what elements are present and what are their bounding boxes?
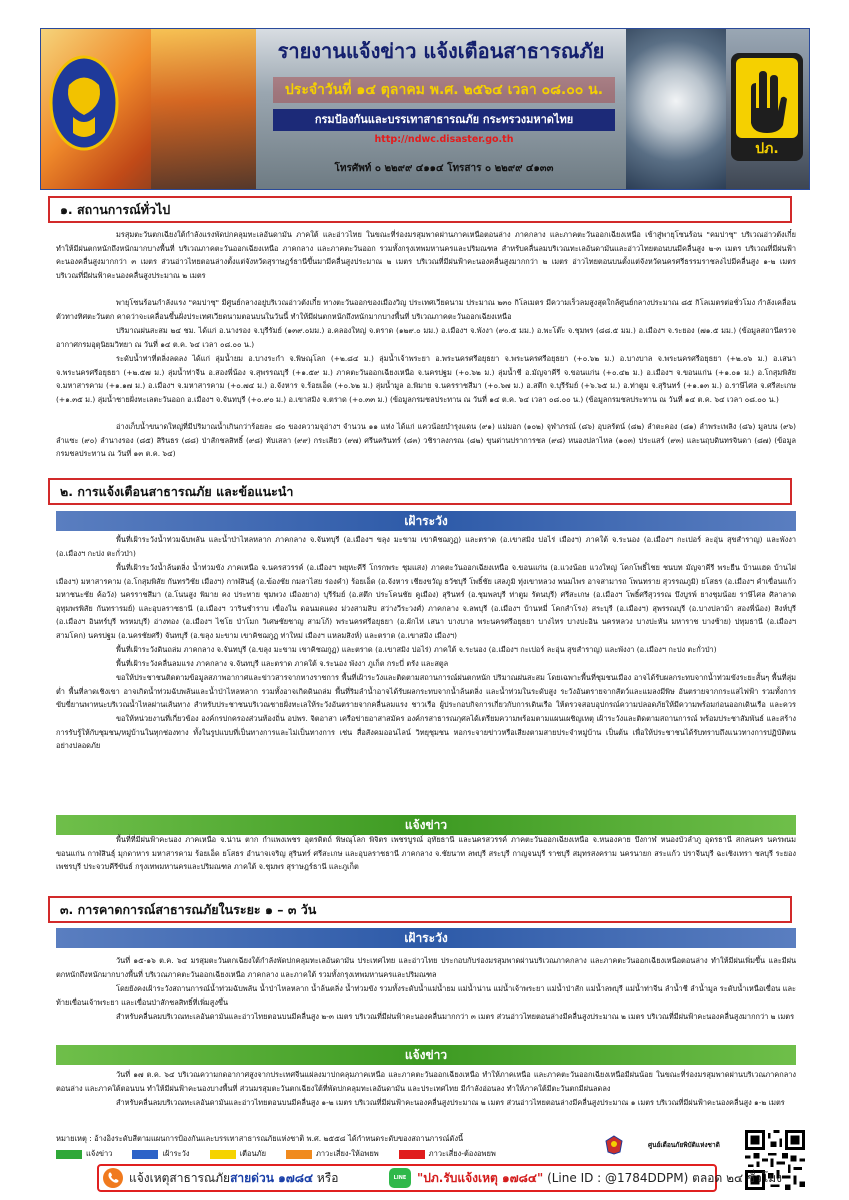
warning-center-label: ศูนย์เตือนภัยพิบัติแห่งชาติ xyxy=(648,1141,720,1149)
alert-level-legend xyxy=(56,1148,510,1160)
forecast-wave-paragraph: สำหรับคลื่นลมบริเวณทะเลอันดามันและอ่าวไทยตอนบนมีคลื่นสูง ๒-๓ เมตร บริเวณที่มีฝนฟ้าคะนองคลื่นมากกว่า ๓ เมตร ส่วนอ่าวไทยตอนล่างมีคลื่นสูงประมาณ ๒ เมตร บริเวณที่มีฝนฟ้าคะนองคลื่นสูงมากกว่า ๒ เมตร xyxy=(116,1012,795,1021)
section-general-situation-title: ๑. สถานการณ์ทั่วไป xyxy=(48,196,792,223)
hotline-text xyxy=(129,1169,338,1188)
news-band: แจ้งข่าว xyxy=(56,815,796,835)
thunderstorm-areas-paragraph: พื้นที่ที่มีฝนฟ้าคะนอง ภาคเหนือ จ.น่าน ตาก กำแพงเพชร อุตรดิตถ์ พิษณุโลก พิจิตร เพชรบูรณ์ อุทัยธานี และนครสวรรค์ ภาคตะวันออกเฉียงเหนือ จ.หนองคาย บึงกาฬ หนองบัวลำภู อุดรธานี สกลนคร นครพนม ขอนแก่น กาฬสินธุ์ มุกดาหาร มหาสารคาม ร้อยเอ็ด ยโสธร อำนาจเจริญ สุรินทร์ ศรีสะเกษ และอุบลราชธานี ภาคกลาง จ.ชัยนาท ลพบุรี สระบุรี กาญจนบุรี ราชบุรี สมุทรสงคราม นครนายก สระแก้ว ปราจีนบุรี ฉะเชิงเทรา ชลบุรี ระยอง เพชรบุรี ประจวบคีรีขันธ์ กรุงเทพมหานครและปริมณฑล ภาคใต้ จ.ชุมพร สุราษฎร์ธานี และภูเก็ต xyxy=(56,835,796,872)
forecast-news-wave-paragraph: สำหรับคลื่นลมบริเวณทะเลอันดามันและอ่าวไทยตอนบนมีคลื่นสูง ๑-๒ เมตร บริเวณที่มีฝนฟ้าคะนองคลื่นสูงประมาณ ๒ เมตร ส่วนอ่าวไทยตอนล่างมีคลื่นสูงประมาณ ๑ เมตร บริเวณที่มีฝนฟ้าคะนองคลื่นสูง ๑-๒ เมตร xyxy=(116,1098,785,1107)
public-advice-paragraph: ขอให้ประชาชนติดตามข้อมูลสภาพอากาศและข่าวสารจากทางราชการ พื้นที่เฝ้าระวังและติดตามสถานการณ์ฝนตกหนัก ปริมาณฝนสะสม โดยเฉพาะพื้นที่ชุมชนเมือง อาจได้รับผลกระทบจากน้ำท่วมขังระยะสั้นๆ พื้นที่ลุ่มต่ำ พื้นที่ลาดเชิงเขา อาจเกิดน้ำท่วมฉับพลันและน้ำป่าไหลหลาก รวมทั้งอาจเกิดดินถล่ม พื้นที่ริมลำน้ำอาจได้รับผลกระทบจากน้ำล้นตลิ่ง และน้ำท่วมในระดับสูง ระวังอันตรายจากสัตว์และแมลงมีพิษ อันตรายจากกระแสไฟฟ้า รวมทั้งการขับขี่ยานพาหนะบริเวณน้ำไหลผ่านเส้นทาง สำหรับประชาชนบริเวณชายฝั่งทะเลให้ระวังอันตรายจากคลื่นลมแรง ชาวเรือ ผู้ประกอบกิจการเกี่ยวกับการเดินเรือ ให้ตรวจสอบอุปกรณ์ความปลอดภัยให้มีความพร้อมก่อนออกเดินเรือ และควร xyxy=(56,673,796,710)
legend-item-warning xyxy=(210,1148,266,1160)
department-name: กรมป้องกันและบรรเทาสาธารณภัย กระทรวงมหาดไทย xyxy=(273,109,615,131)
line-account-name[interactable]: "ปภ.รับแจ้งเหตุ ๑๗๘๔" xyxy=(417,1171,544,1185)
hotline-number[interactable]: สายด่วน ๑๗๘๔ xyxy=(230,1171,314,1185)
general-situation-paragraph: มรสุมตะวันตกเฉียงใต้กำลังแรงพัดปกคลุมทะเลอันดามัน ภาคใต้ และอ่าวไทย ในขณะที่ร่องมรสุมพาดผ่านภาคเหนือตอนล่าง ภาคกลาง และภาคตะวันออกเฉียงเหนือ เข้าสู่พายุโซนร้อน "คมปาซุ" บริเวณอ่าวตังเกี๋ย ทำให้มีฝนตกหนักถึงหนักมากบางพื้นที่ บริเวณภาคตะวันออกเฉียงเหนือ ภาคกลาง และภาคตะวันออก รวมทั้งกรุงเทพมหานครและปริมณฑล สำหรับคลื่นลมบริเวณทะเลอันดามันและอ่าวไทยตอนบนมีคลื่นสูง ๒-๓ เมตร บริเวณที่มีฝนฟ้าคะนองคลื่นสูงมากกว่า ๓ เมตร ส่วนอ่าวไทยตอนล่างตั้งแต่จังหวัดสุราษฎร์ธานีขึ้นมามีคลื่นสูงประมาณ ๒ เมตร บริเวณที่มีฝนฟ้าคะนองคลื่นสูงมากกว่า ๒ เมตร อ่าวไทยตอนบนตั้งแต่จังหวัดนครศรีธรรมราชลงไปมีคลื่นสูง ๑-๒ เมตร บริเวณที่มีฝนฟ้าคะนองคลื่นสูงประมาณ ๒ เมตร xyxy=(56,230,796,280)
report-header xyxy=(40,28,810,190)
section-warning-title: ๒. การแจ้งเตือนสาธารณภัย และข้อแนะนำ xyxy=(48,478,792,505)
watch-band: เฝ้าระวัง xyxy=(56,511,796,531)
overflow-watch-paragraph: พื้นที่เฝ้าระวังน้ำล้นตลิ่ง น้ำท่วมขัง ภาคเหนือ จ.นครสวรรค์ (อ.เมืองฯ พยุหะคีรี โกรกพระ ชุมแสง) ภาคตะวันออกเฉียงเหนือ จ.ขอนแก่น (อ.แวงน้อย แวงใหญ่ โคกโพธิ์ไชย ชนบท มัญจาคีรี พระยืน บ้านแฮด บ้านไผ่ เมืองฯ) มหาสารคาม (อ.โกสุมพิสัย กันทรวิชัย เมืองฯ) กาฬสินธุ์ (อ.ฆ้องชัย กมลาไสย ร่องคำ) ร้อยเอ็ด (อ.จังหาร เชียงขวัญ ธวัชบุรี โพธิ์ชัย เสลภูมิ ทุ่งเขาหลวง พนมไพร อาจสามารถ โพนทราย สุวรรณภูมิ) ยโสธร (อ.เมืองฯ คำเขื่อนแก้ว มหาชนะชัย ค้อวัง) นครราชสีมา (อ.โนนสูง พิมาย คง ประทาย ชุมพวง เมืองยาง) บุรีรัมย์ (อ.สตึก ประโคนชัย คูเมือง) สุรินทร์ (อ.ชุมพลบุรี ท่าตูม รัตนบุรี) ศรีสะเกษ (อ.เมืองฯ โพธิ์ศรีสุวรรณ บึงบูรพ์ ยางชุมน้อย ราษีไศล ศิลาลาด อุทุมพรพิสัย กันทรารมย์) และอุบลราชธานี (อ.เมืองฯ วารินชำราบ เขื่องใน ดอนมดแดง ม่วงสามสิบ สว่างวีระวงศ์) ภาคกลาง จ.ลพบุรี (อ.เมืองฯ บ้านหมี่ โคกสำโรง) สระบุรี (อ.เมืองฯ) สุพรรณบุรี (อ.บางปลาม้า สองพี่น้อง) สิงห์บุรี (อ.เมืองฯ อินทร์บุรี พรหมบุรี) อ่างทอง (อ.เมืองฯ ไชโย ป่าโมก วิเศษชัยชาญ สามโก้) พระนครศรีอยุธยา (อ.ผักไห่ เสนา บางบาล พระนครศรีอยุธยา บางไทร บางปะอิน นครหลวง บางปะหัน มหาราช บางซ้าย) ปทุมธานี (อ.เมืองฯ สามโคก) นครปฐม (อ.นครชัยศรี) จันทบุรี (อ.ขลุง มะขาม เขาคิชฌกูฏ ท่าใหม่ เมืองฯ แหลมสิงห์) และตราด (อ.เขาสมิง เมืองฯ) xyxy=(56,563,796,640)
hotline-or: หรือ xyxy=(313,1171,339,1185)
water-level-paragraph: ระดับน้ำท่าที่ตลิ่งลดลง ได้แก่ ลุ่มน้ำยม อ.บางระกำ จ.พิษณุโลก (+๒.๘๔ ม.) ลุ่มน้ำเจ้าพระยา อ.พระนครศรีอยุธยา จ.พระนครศรีอยุธยา (+๐.๖๒ ม.) อ.บางบาล จ.พระนครศรีอยุธยา (+๒.๐๖ ม.) อ.เสนา จ.พระนครศรีอยุธยา (+๒.๕๗ ม.) ลุ่มน้ำท่าจีน อ.สองพี่น้อง จ.สุพรรณบุรี (+๑.๕๙ ม.) ภาคตะวันออกเฉียงเหนือ จ.นครปฐม (+๐.๖๒ ม.) ลุ่มน้ำชี อ.มัญจาคีรี จ.ขอนแก่น (+๐.๔๒ ม.) อ.เมืองฯ จ.ขอนแก่น (+๑.๐๑ ม.) อ.โกสุมพิสัย จ.มหาสารคาม (+๑.๑๗ ม.) อ.เมืองฯ จ.มหาสารคาม (+๐.๗๔ ม.) อ.จังหาร จ.ร้อยเอ็ด (+๐.๖๒ ม.) ลุ่มน้ำมูล อ.พิมาย จ.นครราชสีมา (+๐.๖๗ ม.) อ.สตึก จ.บุรีรัมย์ (+๖.๖๕ ม.) อ.ท่าตูม จ.สุรินทร์ (+๑.๑๓ ม.) อ.ราษีไศล จ.ศรีสะเกษ (+๑.๓๕ ม.) ลุ่มน้ำชายฝั่งทะเลตะวันออก อ.เมืองฯ จ.จันทบุรี (+๐.๙๐ ม.) อ.เขาสมิง จ.ตราด (+๐.๓๓ ม.) (ข้อมูลกรมชลประทาน ณ วันที่ ๑๔ ต.ค. ๖๔ เวลา ๐๘.๐๐ น.) (ข้อมูลกรมชลประทาน ณ วันที่ ๑๔ ต.ค. ๖๔ เวลา ๐๘.๐๐ น.) xyxy=(56,354,796,404)
ddpm-hand-logo-icon xyxy=(731,53,803,161)
warning-center-logo-icon xyxy=(605,1135,623,1155)
wildfire-photo xyxy=(151,29,261,189)
forecast-news-band: แจ้งข่าว xyxy=(56,1045,796,1065)
storm-paragraph: พายุโซนร้อนกำลังแรง "คมปาซุ" มีศูนย์กลางอยู่บริเวณอ่าวตังเกี๋ย ทางตะวันออกของเมืองวิญ ประเทศเวียดนาม ประมาณ ๒๓๐ กิโลเมตร มีความเร็วลมสูงสุดใกล้ศูนย์กลางประมาณ ๘๕ กิโลเมตรต่อชั่วโมง กำลังเคลื่อนตัวทางทิศตะวันตก คาดว่าจะเคลื่อนขึ้นฝั่งประเทศเวียดนามตอนบนในวันนี้ ทำให้มีฝนตกหนักถึงหนักมากบางพื้นที่ บริเวณภาคตะวันออกเฉียงเหนือ xyxy=(56,298,796,321)
hotline-label: แจ้งเหตุสาธารณภัย xyxy=(129,1171,231,1185)
report-title: รายงานแจ้งข่าว แจ้งเตือนสาธารณภัย xyxy=(277,39,605,63)
legend-label: เตือนภัย xyxy=(239,1149,266,1158)
report-date: ประจำวันที่ ๑๔ ตุลาคม พ.ศ. ๒๕๖๔ เวลา ๐๘.๐๐ น. xyxy=(273,77,615,103)
phone-handset-icon xyxy=(103,1168,123,1188)
line-app-icon[interactable]: LINE xyxy=(389,1168,411,1188)
agency-advice-paragraph: ขอให้หน่วยงานที่เกี่ยวข้อง องค์กรปกครองส่วนท้องถิ่น อปพร. จิตอาสา เครือข่ายอาสาสมัคร องค์กรสาธารณกุศลได้เตรียมความพร้อมตามแผนเผชิญเหตุ เฝ้าระวังและติดตามสถานการณ์ พร้อมประชาสัมพันธ์ และสร้างการรับรู้ให้กับชุมชน/หมู่บ้านในทุกช่องทาง ทั้งในรูปแบบที่เป็นทางการและไม่เป็นทางการ เช่น สื่อสังคมออนไลน์ วิทยุชุมชน หอกระจายข่าวหรือเสียงตามสายประจำหมู่บ้าน เป็นต้น เพื่อให้ประชาชนได้รับทราบถึงแนวทางการปฏิบัติตนอย่างปลอดภัย xyxy=(56,714,796,751)
legend-item-news xyxy=(56,1148,112,1160)
legend-item-evacuate-required xyxy=(399,1148,496,1160)
legend-swatch-orange xyxy=(286,1150,312,1159)
landslide-watch-paragraph: พื้นที่เฝ้าระวังดินถล่ม ภาคกลาง จ.จันทบุรี (อ.ขลุง มะขาม เขาคิชฌกูฏ) และตราด (อ.เขาสมิง บ่อไร่) ภาคใต้ จ.ระนอง (อ.เมืองฯ กะเปอร์ ละอุ่น สุขสำราญ) และพังงา (อ.เมืองฯ กะปง ตะกั่วป่า) xyxy=(116,645,717,654)
forecast-watch-band: เฝ้าระวัง xyxy=(56,928,796,948)
legend-item-evacuate-advised xyxy=(286,1148,379,1160)
ddpm-logo-text: ปภ. xyxy=(755,141,779,157)
section-forecast-title: ๓. การคาดการณ์สาธารณภัยในระยะ ๑ – ๓ วัน xyxy=(48,896,792,923)
ministry-emblem-icon xyxy=(49,55,119,151)
rainfall-paragraph: ปริมาณฝนสะสม ๒๔ ชม. ได้แก่ อ.นางรอง จ.บุรีรัมย์ (๑๓๙.๐มม.) อ.คลองใหญ่ จ.ตราด (๑๒๙.๐ มม.) อ.เมืองฯ จ.พังงา (๙๐.๕ มม.) อ.พะโต๊ะ จ.ชุมพร (๘๘.๕ มม.) อ.เมืองฯ จ.ระยอง (๗๑.๕ มม.) (ข้อมูลสถานีตรวจอากาศกรมอุตุนิยมวิทยา ณ วันที่ ๑๔ ต.ค. ๖๔ เวลา ๐๘.๐๐ น.) xyxy=(56,326,796,349)
legend-label: เฝ้าระวัง xyxy=(162,1149,190,1158)
flash-flood-watch-paragraph: พื้นที่เฝ้าระวังน้ำท่วมฉับพลัน และน้ำป่าไหลหลาก ภาคกลาง จ.จันทบุรี (อ.เมืองฯ ขลุง มะขาม เขาคิชฌกูฏ) และตราด (อ.เขาสมิง บ่อไร่ เมืองฯ) ภาคใต้ จ.ระนอง (อ.เมืองฯ กะเปอร์ ละอุ่น สุขสำราญ) และพังงา (อ.เมืองฯ กะปง ตะกั่วป่า) xyxy=(56,535,796,558)
reservoir-paragraph: อ่างเก็บน้ำขนาดใหญ่ที่มีปริมาณน้ำเกินกว่าร้อยละ ๘๐ ของความจุอ่างฯ จำนวน ๑๑ แห่ง ได้แก่ แควน้อยบำรุงแดน (๙๑) แม่มอก (๑๐๒) จุฬาภรณ์ (๘๖) อุบลรัตน์ (๘๒) ลำตะคอง (๘๑) ลำพระเพลิง (๘๖) มูลบน (๙๖) ลำแซะ (๙๐) ลำนางรอง (๘๕) สิรินธร (๘๘) ป่าสักชลสิทธิ์ (๙๘) ทับเสลา (๙๙) กระเสียว (๙๗) ศรีนครินทร์ (๘๓) วชิราลงกรณ (๘๒) ขุนด่านปราการชล (๙๘) หนองปลาไหล (๑๐๓) ประแสร์ (๙๓) และนฤบดินทรจินดา (๘๗) (ข้อมูลกรมชลประทาน ณ วันที่ ๑๓ ต.ค. ๖๔) xyxy=(56,422,796,459)
legend-label: ภาวะเสี่ยง-ให้อพยพ xyxy=(315,1149,379,1158)
typhoon-satellite-photo xyxy=(626,29,726,189)
legend-item-watch xyxy=(132,1148,189,1160)
legend-swatch-yellow xyxy=(210,1150,236,1159)
forecast-watch-paragraph: วันที่ ๑๕-๑๖ ต.ค. ๖๔ มรสุมตะวันตกเฉียงใต้กำลังพัดปกคลุมทะเลอันดามัน ประเทศไทย และอ่าวไทย ประกอบกับร่องมรสุมพาดผ่านบริเวณภาคกลาง และภาคตะวันออกเฉียงเหนือตอนล่าง ทำให้มีฝนเพิ่มขึ้น และมีฝนตกหนักถึงหนักมากบางพื้นที่ บริเวณภาคตะวันออกเฉียงเหนือ ภาคกลาง และภาคใต้ รวมทั้งกรุงเทพมหานครและปริมณฑล xyxy=(56,956,796,979)
legend-swatch-blue xyxy=(132,1150,158,1159)
line-account-text xyxy=(417,1169,782,1188)
wave-watch-paragraph: พื้นที่เฝ้าระวังคลื่นลมแรง ภาคกลาง จ.จันทบุรี และตราด ภาคใต้ จ.ระนอง พังงา ภูเก็ต กระบี่ ตรัง และสตูล xyxy=(116,659,449,668)
legend-label: ภาวะเสี่ยง-ต้องอพยพ xyxy=(428,1149,496,1158)
legend-note: หมายเหตุ : อ้างอิงระดับสีตามแผนการป้องกันและบรรเทาสาธารณภัยแห่งชาติ พ.ศ. ๒๕๕๘ ได้กำหนดระดับของสถานการณ์ดังนี้ xyxy=(56,1134,464,1143)
forecast-news-paragraph: วันที่ ๑๗ ต.ค. ๖๔ บริเวณความกดอากาศสูงจากประเทศจีนแผ่ลงมาปกคลุมภาคเหนือ และภาคตะวันออกเฉียงเหนือ ทำให้ภาคเหนือ และภาคตะวันออกเฉียงเหนือมีฝนน้อย ในขณะที่ร่องมรสุมพาดผ่านบริเวณภาคกลางตอนล่าง และภาคใต้ตอนบน ทำให้มีฝนฟ้าคะนองบางพื้นที่ ส่วนมรสุมตะวันตกเฉียงใต้ที่พัดปกคลุมทะเลอันดามัน และประเทศไทย มีกำลังอ่อนลง ทำให้ภาคใต้มีตะวันตกมีฝนลดลง xyxy=(56,1070,796,1093)
line-account-id: (Line ID : @1784DDPM) ตลอด ๒๔ ชั่วโมง xyxy=(543,1171,782,1185)
website-link[interactable]: http://ndwc.disaster.go.th xyxy=(374,134,514,145)
legend-swatch-red xyxy=(399,1150,425,1159)
hotline-bar xyxy=(97,1164,782,1192)
phone-icon xyxy=(103,1168,123,1188)
legend-swatch-green xyxy=(56,1150,82,1159)
forecast-river-paragraph: โดยยังคงเฝ้าระวังสถานการณ์น้ำท่วมฉับพลัน น้ำป่าไหลหลาก น้ำล้นตลิ่ง น้ำท่วมขัง รวมทั้งระดับน้ำแม่น้ำยม แม่น้ำน่าน แม่น้ำเจ้าพระยา แม่น้ำป่าสัก แม่น้ำลพบุรี แม่น้ำท่าจีน ลำน้ำชี ลำน้ำมูล ระดับน้ำเหนือเขื่อน และท้ายเขื่อนเจ้าพระยา และเขื่อนป่าสักชลสิทธิ์ที่เพิ่มสูงขึ้น xyxy=(56,984,796,1007)
legend-label: แจ้งข่าว xyxy=(86,1149,113,1158)
contact-phone: โทรศัพท์ ๐ ๒๒๙๙ ๔๑๑๔ โทรสาร ๐ ๒๒๙๙ ๔๑๓๓ xyxy=(334,163,554,174)
